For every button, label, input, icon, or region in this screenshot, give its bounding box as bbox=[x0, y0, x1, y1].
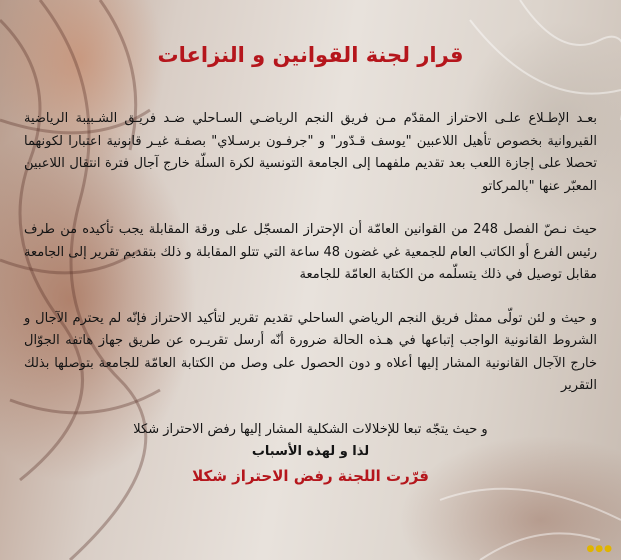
decision-statement: قرّرت اللجنة رفض الاحتراز شكلا bbox=[192, 466, 429, 485]
corner-decoration-icon: ●●● bbox=[586, 544, 613, 554]
closing-statement: و حيث يتجّه تبعا للإخلالات الشكلية المشار إليها رفض الاحتراز شكلا bbox=[133, 421, 488, 437]
paragraph-procedure-violation: و حيث و لئن تولّى ممثل فريق النجم الرياضي الساحلي تقديم تقرير لتأكيد الاحتراز فإنّه لم يحترم الآجال و الشروط القانونية الواجب إتباعها في هـذه الحالة ضرورة أنّه أرسل تقريـره عن طريق جهاز هاتفه الجوّال خارج الآجال القانونية المشار إليها أعلاه و دون الحصول على وصل من الكتابة العامّة للجامعة بتوصلها بذلك التقرير bbox=[24, 310, 597, 393]
reasons-heading: لذا و لهذه الأسباب bbox=[251, 443, 370, 459]
paragraph-article-248: حيث نـصّ الفصل 248 من القوانين العامّة أن الإحتراز المسجّل على ورقة المقابلة يجب تأكيده من طرف رئيس الفرع أو الكاتب العام للجمعية غي غضون 48 ساعة التي تتلو المقابلة و ذلك بتقديم تقرير إلى الجامعة مقابل توصيل في ذلك يتسلّمه من الكتابة العامّة للجامعة bbox=[24, 222, 597, 282]
document-title: قرار لجنة القوانين و النزاعات bbox=[157, 43, 464, 67]
paragraph-objection-summary: بعـد الإطـلاع علـى الاحتراز المقدّم مـن فريق النجم الرياضـي السـاحلي ضـد فريـق الشـبيبة الرياضية القيروانية بخصوص تأهيل اللاعبين "يوسف قـدّور" و "جرفـون برسـلاي" بصفـة غيـر قانونية اعتبارا لكونهما تحصلا على إجازة اللعب بعد تقديم ملفهما إلى الجامعة التونسية لكرة السلّة خارج آجال فترة انتقال اللاعبين المعبّر عنها "بالمركاتو bbox=[24, 111, 597, 194]
decision-document bbox=[24, 40, 597, 489]
